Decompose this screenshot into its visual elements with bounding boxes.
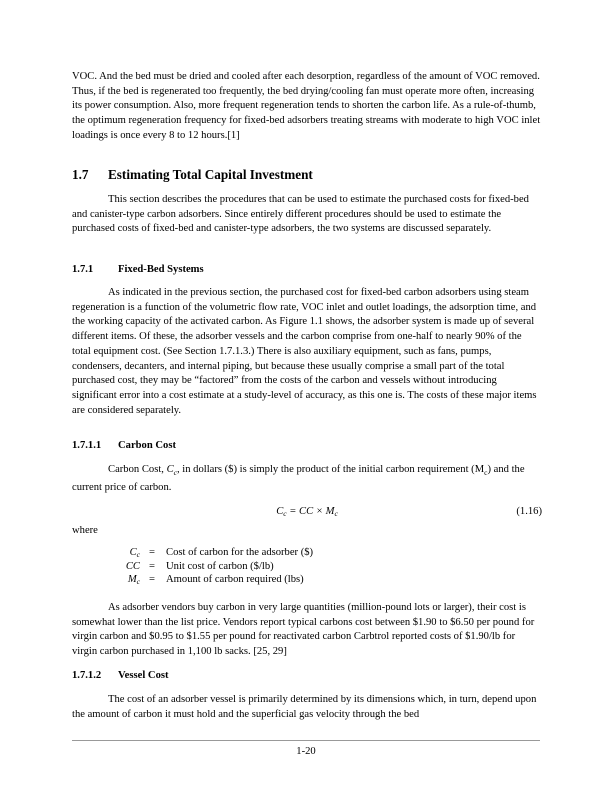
definition-symbol-main: M — [127, 574, 137, 585]
definition-equals: = — [149, 547, 155, 558]
carbon-cost-title: Carbon Cost — [118, 440, 176, 451]
definition-text: Unit cost of carbon ($/lb) — [166, 560, 274, 572]
carbon-cost-m-sub: c — [484, 468, 488, 478]
equation-body — [72, 506, 542, 518]
carbon-cost-text-b: , in dollars ($) is simply the product of the initial carbon requirement (M — [176, 464, 485, 475]
carbon-cost-text-c: ) and the current price of carbon. — [72, 464, 525, 493]
carbon-cost-symbol-sub: c — [173, 468, 177, 478]
definitions-list — [108, 546, 508, 587]
section-intro-paragraph: This section describes the procedures that can be used to estimate the purchased costs for fixed-bed and canister-type carbon adsorbers. Since entirely different procedures should be used to estimate the purchased costs of fixed-bed and canister-type adsorbers, the two systems are discussed separately. — [72, 194, 529, 235]
definition-row — [108, 573, 508, 587]
equation-number: (1.16) — [516, 506, 542, 517]
definition-symbol-main: C — [129, 547, 137, 558]
carbon-cost-paragraph — [72, 463, 542, 496]
carbon-cost-symbol: C — [166, 464, 174, 475]
vessel-paragraph: The cost of an adsorber vessel is primarily determined by its dimensions which, in turn, depend upon the amount of carbon it must hold and the superficial gas velocity through the bed — [72, 694, 537, 720]
page-number: 1-20 — [296, 746, 316, 757]
subsection-title: Fixed-Bed Systems — [118, 264, 204, 275]
definition-equals: = — [149, 574, 155, 585]
definition-symbol-main: CC — [125, 560, 140, 572]
definition-symbol-sub: c — [136, 577, 140, 586]
definition-text: Cost of carbon for the adsorber ($) — [166, 547, 314, 558]
section-title: Estimating Total Capital Investment — [108, 167, 313, 182]
subsection-heading — [72, 264, 204, 275]
vessel-cost-heading — [72, 670, 169, 681]
section-heading — [72, 167, 313, 183]
definition-symbol — [108, 573, 140, 589]
equation-middle: = CC × M — [286, 506, 335, 517]
vendors-paragraph: As adsorber vendors buy carbon in very large quantities (million-pound lots or larger), their cost is somewhat lower than the list price. Vendors report typical carbons cost between $1.90 to $6.50 per pound for virgin carbon and $0.95 to $1.55 per pound for reactivated carbon Carbtrol reported costs of $1.90/lb for virgin carbon purchased in 1,100 lb sacks. [25, 29] — [72, 602, 535, 658]
definition-equals: = — [149, 560, 155, 572]
definition-row — [108, 546, 508, 560]
definition-text: Amount of carbon required (lbs) — [166, 574, 304, 585]
fixed-bed-paragraph: As indicated in the previous section, the purchased cost for fixed-bed carbon adsorbers using steam regeneration is a function of the volumetric flow rate, VOC inlet and outlet loadings, the adsorption time, and the working capacity of the activated carbon. As Figure 1.1 shows, the adsorber system is made up of several different items. Of these, the adsorber vessels and the carbon comprise from one-half to nearly 90% of the total equipment cost. (See Section 1.7.1.3.) There is also auxiliary equipment, such as fans, pumps, condensers, decanters, and internal piping, but because these usually comprise a small part of the total purchased cost, they may be “factored” from the costs of the carbon and vessels without introducing significant error into a cost estimate at a study-level of accuracy, as this one is. The costs of these major items are considered separately. — [72, 287, 537, 416]
section-number: 1.7 — [72, 167, 89, 182]
equation-lhs: C — [276, 506, 284, 517]
equation-rhs-sub: c — [334, 509, 338, 518]
carbon-cost-heading — [72, 440, 176, 451]
subsection-number: 1.7.1 — [72, 264, 94, 275]
intro-paragraph: VOC. And the bed must be dried and cooled after each desorption, regardless of the amount of VOC removed. Thus, if the bed is regenerated too frequently, the bed drying/cooling fan must operate more often, increasing its power consumption. Also, more frequent regeneration tends to shorten the carbon life. As a rule-of-thumb, the optimum regeneration frequency for fixed-bed adsorbers treating streams with moderate to high VOC inlet loadings is once every 8 to 12 hours.[1] — [72, 71, 541, 141]
where-label: where — [72, 525, 98, 536]
footer-divider — [72, 740, 540, 741]
equation-1-16 — [72, 506, 542, 522]
carbon-cost-number: 1.7.1.1 — [72, 440, 102, 451]
vessel-cost-title: Vessel Cost — [118, 670, 169, 681]
definition-symbol-sub: c — [136, 550, 140, 559]
vessel-cost-number: 1.7.1.2 — [72, 670, 102, 681]
definition-row — [108, 560, 508, 574]
equation-lhs-sub: c — [283, 509, 287, 518]
carbon-cost-text-a: Carbon Cost, — [108, 464, 167, 475]
